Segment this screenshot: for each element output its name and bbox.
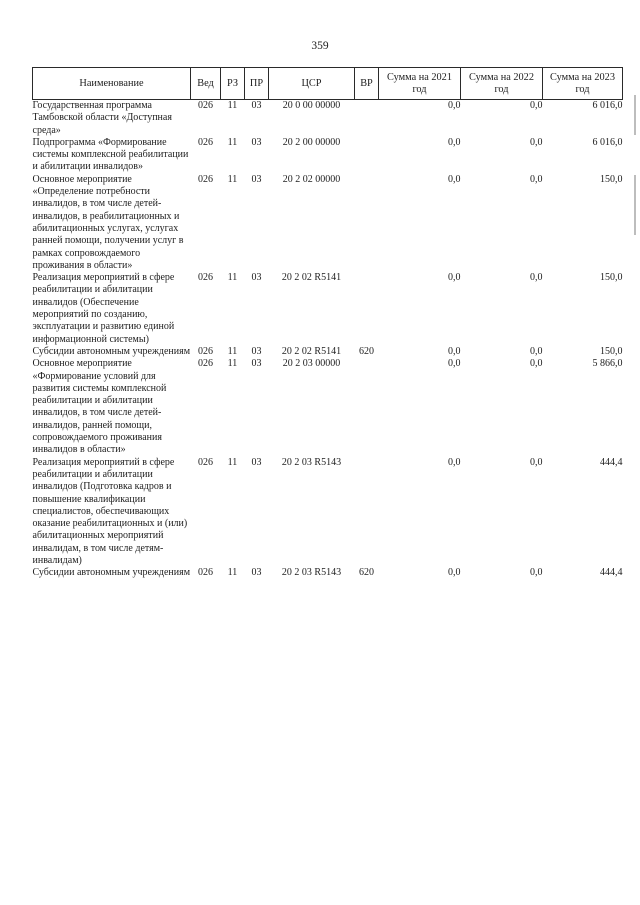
row-name: Основное мероприятие «Формирование условий для развития системы комплексной реабилитации и абилитации инвалидов, в том числе детей-инвалидов, ранней помощи, сопровождаемого проживания инвалидов в области» — [32, 358, 167, 456]
row-vr — [355, 272, 379, 346]
row-sum-2023: 6 016,0 — [592, 136, 623, 148]
table-row — [33, 346, 623, 358]
row-ved: 026 — [198, 345, 213, 357]
row-ved: 026 — [198, 173, 213, 185]
row-sum-2023: 5 866,0 — [592, 358, 623, 370]
header-pr: ПР — [245, 68, 269, 100]
budget-table — [32, 67, 623, 580]
row-ved: 026 — [198, 567, 213, 579]
row-name: Реализация мероприятий в сфере реабилитации и абилитации инвалидов (Обеспечение мероприятий по созданию, эксплуатации и развитию единой информационной системы) — [32, 272, 175, 345]
row-sum-2022: 0,0 — [530, 456, 543, 468]
row-name: Субсидии автономным учреждениям — [32, 567, 191, 579]
table-row — [33, 457, 623, 568]
row-ved: 026 — [198, 456, 213, 468]
row-sum-2023: 150,0 — [600, 272, 623, 284]
row-rz: 11 — [227, 345, 238, 357]
row-ved: 026 — [198, 358, 213, 370]
row-pr: 03 — [251, 100, 262, 111]
row-csr: 20 2 00 00000 — [282, 136, 341, 148]
page-number: 359 — [311, 40, 329, 52]
row-rz: 11 — [227, 358, 238, 370]
header-csr: ЦСР — [269, 68, 355, 100]
row-pr: 03 — [251, 345, 262, 357]
table-body — [33, 100, 623, 580]
row-rz: 11 — [227, 567, 238, 579]
row-sum-2021: 0,0 — [448, 136, 461, 148]
row-ved: 026 — [198, 100, 213, 111]
table-row — [33, 137, 623, 174]
row-rz: 11 — [227, 136, 238, 148]
row-sum-2022: 0,0 — [530, 345, 543, 357]
row-sum-2021: 0,0 — [448, 345, 461, 357]
row-pr: 03 — [251, 567, 262, 579]
row-rz: 11 — [227, 272, 238, 284]
row-sum-2021: 0,0 — [448, 173, 461, 185]
row-pr: 03 — [251, 456, 262, 468]
row-vr — [355, 358, 379, 456]
header-sum-2021: Сумма на 2021 год — [379, 68, 461, 100]
row-sum-2023: 6 016,0 — [592, 100, 623, 111]
table-row — [33, 174, 623, 272]
row-csr: 20 2 03 R5143 — [281, 456, 342, 468]
row-csr: 20 2 02 R5141 — [281, 272, 342, 284]
header-rz: РЗ — [221, 68, 245, 100]
row-name: Реализация мероприятий в сфере реабилитации и абилитации инвалидов (Подготовка кадров и повышение квалификации специалистов, обеспечивающих оказание реабилитационных и (или) абилитационных мероприятий инвалидам, в том числе детям-инвалидам) — [32, 456, 188, 566]
row-vr: 620 — [359, 345, 374, 357]
row-vr — [355, 174, 379, 272]
header-name: Наименование — [33, 68, 191, 100]
row-rz: 11 — [227, 100, 238, 111]
row-sum-2021: 0,0 — [448, 567, 461, 579]
scan-edge-mark — [634, 95, 636, 135]
row-ved: 026 — [198, 272, 213, 284]
row-vr — [355, 137, 379, 174]
row-rz: 11 — [227, 456, 238, 468]
row-vr — [355, 457, 379, 568]
row-sum-2022: 0,0 — [530, 272, 543, 284]
scan-edge-mark — [634, 175, 636, 235]
row-sum-2021: 0,0 — [448, 456, 461, 468]
row-sum-2022: 0,0 — [530, 136, 543, 148]
table-row — [33, 100, 623, 137]
row-sum-2023: 150,0 — [600, 173, 623, 185]
row-pr: 03 — [251, 136, 262, 148]
row-sum-2021: 0,0 — [448, 272, 461, 284]
row-name: Подпрограмма «Формирование системы комплексной реабилитации и абилитации инвалидов» — [32, 136, 189, 173]
row-csr: 20 2 03 00000 — [282, 358, 341, 370]
row-sum-2021: 0,0 — [448, 358, 461, 370]
row-sum-2022: 0,0 — [530, 100, 543, 111]
row-sum-2022: 0,0 — [530, 358, 543, 370]
row-sum-2023: 444,4 — [600, 456, 623, 468]
header-sum-2022: Сумма на 2022 год — [461, 68, 543, 100]
row-csr: 20 0 00 00000 — [282, 100, 341, 111]
header-ved: Вед — [191, 68, 221, 100]
header-sum-2023: Сумма на 2023 год — [543, 68, 623, 100]
header-vr: ВР — [355, 68, 379, 100]
row-pr: 03 — [251, 272, 262, 284]
row-pr: 03 — [251, 173, 262, 185]
table-row — [33, 358, 623, 456]
row-vr — [355, 100, 379, 137]
row-sum-2021: 0,0 — [448, 100, 461, 111]
row-sum-2022: 0,0 — [530, 173, 543, 185]
row-csr: 20 2 02 00000 — [282, 173, 341, 185]
row-sum-2022: 0,0 — [530, 567, 543, 579]
row-sum-2023: 444,4 — [600, 567, 623, 579]
row-pr: 03 — [251, 358, 262, 370]
row-ved: 026 — [198, 136, 213, 148]
row-csr: 20 2 03 R5143 — [281, 567, 342, 579]
table-row — [33, 567, 623, 579]
row-name: Основное мероприятие «Определение потребности инвалидов, в том числе детей-инвалидов, в реабилитационных и абилитационных услугах, услугах ранней помощи, получении услуг в рамках сопровождаемого проживания в области» — [32, 173, 184, 271]
row-sum-2023: 150,0 — [600, 345, 623, 357]
table-row — [33, 272, 623, 346]
row-vr: 620 — [359, 567, 374, 579]
row-name: Государственная программа Тамбовской области «Доступная среда» — [32, 100, 172, 136]
row-csr: 20 2 02 R5141 — [281, 345, 342, 357]
row-rz: 11 — [227, 173, 238, 185]
table-header — [33, 68, 623, 100]
row-name: Субсидии автономным учреждениям — [32, 345, 191, 357]
